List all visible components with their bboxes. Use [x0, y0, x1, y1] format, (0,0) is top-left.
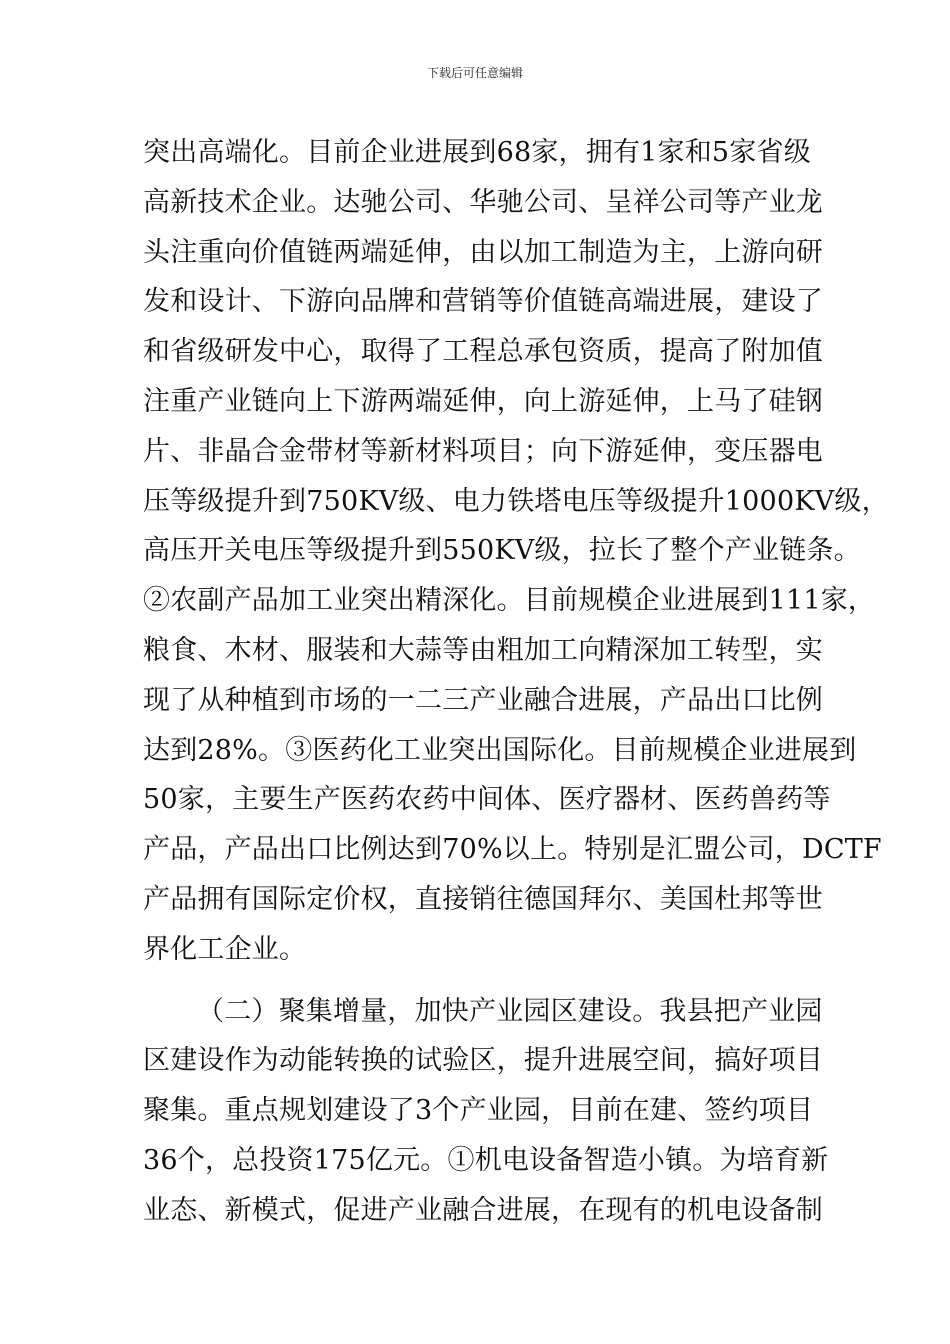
- page-header: 下载后可任意编辑: [426, 66, 523, 80]
- text-line: 粮食、木材、服装和大蒜等由粗加工向精深加工转型，实: [143, 634, 823, 666]
- text-line: 现了从种植到市场的一二三产业融合进展，产品出口比例: [143, 684, 823, 716]
- paragraph-1: [143, 128, 889, 975]
- text-line: 发和设计、下游向品牌和营销等价值链高端进展，建设了: [143, 286, 823, 318]
- text-line: 产品，产品出口比例达到70%以上。特别是汇盟公司，DCTF: [143, 834, 882, 866]
- text-line: 压等级提升到750KV级、电力铁塔电压等级提升1000KV级，: [143, 485, 889, 517]
- text-line: 区建设作为动能转换的试验区，提升进展空间，搞好项目: [143, 1045, 823, 1077]
- text-line: 高压开关电压等级提升到550KV级，拉长了整个产业链条。: [143, 535, 861, 567]
- paragraph-spacer: [143, 975, 823, 987]
- text-line: 业态、新模式，促进产业融合进展，在现有的机电设备制: [143, 1194, 823, 1226]
- text-line: 36个，总投资175亿元。①机电设备智造小镇。为培育新: [143, 1144, 829, 1176]
- text-line: 界化工企业。: [143, 933, 307, 965]
- text-line: 产品拥有国际定价权，直接销往德国拜尔、美国杜邦等世: [143, 883, 823, 915]
- text-line: （二）聚集增量，加快产业园区建设。我县把产业园: [197, 995, 823, 1027]
- text-line: ②农副产品加工业突出精深化。目前规模企业进展到111家，: [143, 585, 876, 617]
- document-body: [143, 128, 889, 1236]
- text-line: 注重产业链向上下游两端延伸，向上游延伸，上马了硅钢: [143, 385, 823, 417]
- paragraph-2: [143, 987, 829, 1236]
- text-line: 聚集。重点规划建设了3个产业园，目前在建、签约项目: [143, 1095, 814, 1127]
- text-line: 高新技术企业。达驰公司、华驰公司、呈祥公司等产业龙: [143, 186, 823, 218]
- text-line: 达到28%。③医药化工业突出国际化。目前规模企业进展到: [143, 734, 857, 766]
- text-line: 突出高端化。目前企业进展到68家，拥有1家和5家省级: [143, 137, 811, 168]
- text-line: 50家，主要生产医药农药中间体、医疗器材、医药兽药等: [143, 784, 831, 816]
- text-line: 片、非晶合金带材等新材料项目；向下游延伸，变压器电: [143, 435, 823, 467]
- text-line: 和省级研发中心，取得了工程总承包资质，提高了附加值: [143, 336, 823, 368]
- text-line: 头注重向价值链两端延伸，由以加工制造为主，上游向研: [143, 236, 823, 268]
